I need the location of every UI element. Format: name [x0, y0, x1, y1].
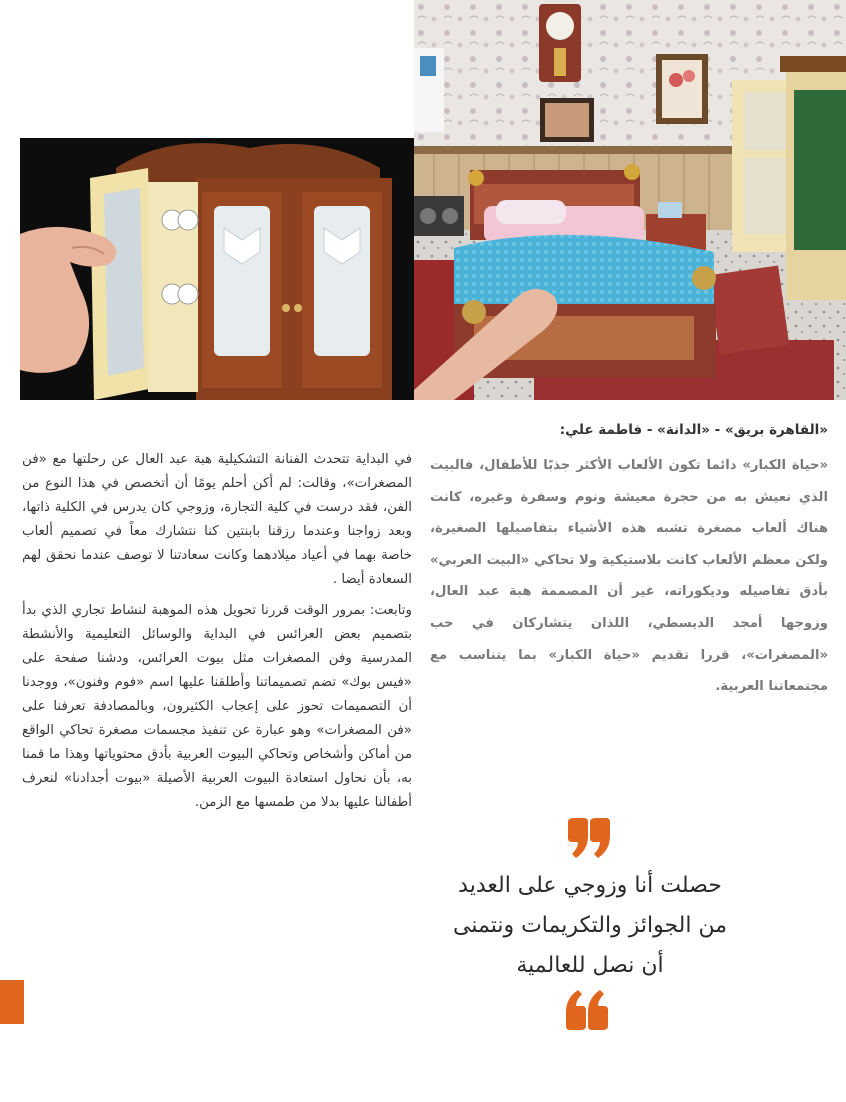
miniature-cabinet-illustration [20, 138, 414, 400]
paragraph-1: في البداية تتحدث الفنانة التشكيلية هبة عبد العال عن رحلتها مع «فن المصغرات»، وقالت: لم أكن أحلم يومًا أن أتخصص في هذا النوع من الفن، فقد درست في كلية التجارة، وزوجي كان يدرس في الكلية ذاتها، وبعد زواجنا وعندما رزقنا بابنتين كنا نتشارك معاً في تصميم ألعاب خاصة بهما في أعياد ميلادهما وكانت سعادتنا لا توصف عندما نحقق لهم السعادة أيضا . [22, 452, 412, 587]
closing-quote-icon [564, 988, 612, 1030]
opening-quote-icon [564, 818, 612, 860]
miniature-bedroom-illustration [414, 0, 846, 400]
intro-paragraph: «حياة الكبار» دائما تكون الألعاب الأكثر جذبًا للأطفال، فالبيت الذي نعيش به من حجرة معيشة ونوم وسفرة وغيره، كانت هناك ألعاب مصغرة تشبه هذه الأشياء بتفاصيلها الصغيرة، ولكن معظم الألعاب كانت بلاستيكية ولا تحاكي «البيت العربي» بأدق تفاصيله وديكوراته، غير أن المصممة هبة عبد العال، وزوجها أمجد الديسطي، اللذان يتشاركان في حب «المصغرات»، قررا تقديم «حياة الكبار» بما يتناسب مع مجتمعاتنا العربية. [430, 458, 828, 695]
right-column [430, 418, 828, 703]
left-column [22, 448, 412, 823]
paragraph-2: وتابعت: بمرور الوقت قررنا تحويل هذه الموهبة لنشاط تجاري الذي بدأ بتصميم بعض العرائس في البداية والوسائل التعليمية والأنشطة المدرسية وفن المصغرات مثل بيوت العرائس، ودشنا صفحة على «فيس بوك» تضم تصميماتنا وأطلقنا عليها اسم «فوم وفنون»، ووجدنا أن التصميمات تحوز على إعجاب الكثيرون، وبالمصادفة تعرفنا على «فن المصغرات» وهو عبارة عن تنفيذ مجسمات مصغرة تحاكي الواقع من أماكن وأشخاص وتحاكي البيوت العربية بأدق محتوياتها وهذا ما قمنا به، بأن نحاول استعادة البيوت العربية الأصيلة «بيوت أجدادنا» لنعرف أطفالنا عليها بدلا من طمسها مع الزمن. [22, 603, 412, 810]
pull-quote-line-3: أن نصل للعالمية [516, 953, 664, 978]
miniature-cabinet-photo [20, 138, 414, 400]
pull-quote-line-2: من الجوائز والتكريمات ونتمنى [453, 913, 727, 938]
pull-quote [432, 866, 748, 986]
section-heading: «القاهرة بريق» - «الدانة» - فاطمة علي: [559, 422, 828, 438]
pull-quote-line-1: حصلت أنا وزوجي على العديد [458, 873, 722, 898]
page-edge-tab [0, 980, 24, 1024]
miniature-bedroom-photo [414, 0, 846, 400]
